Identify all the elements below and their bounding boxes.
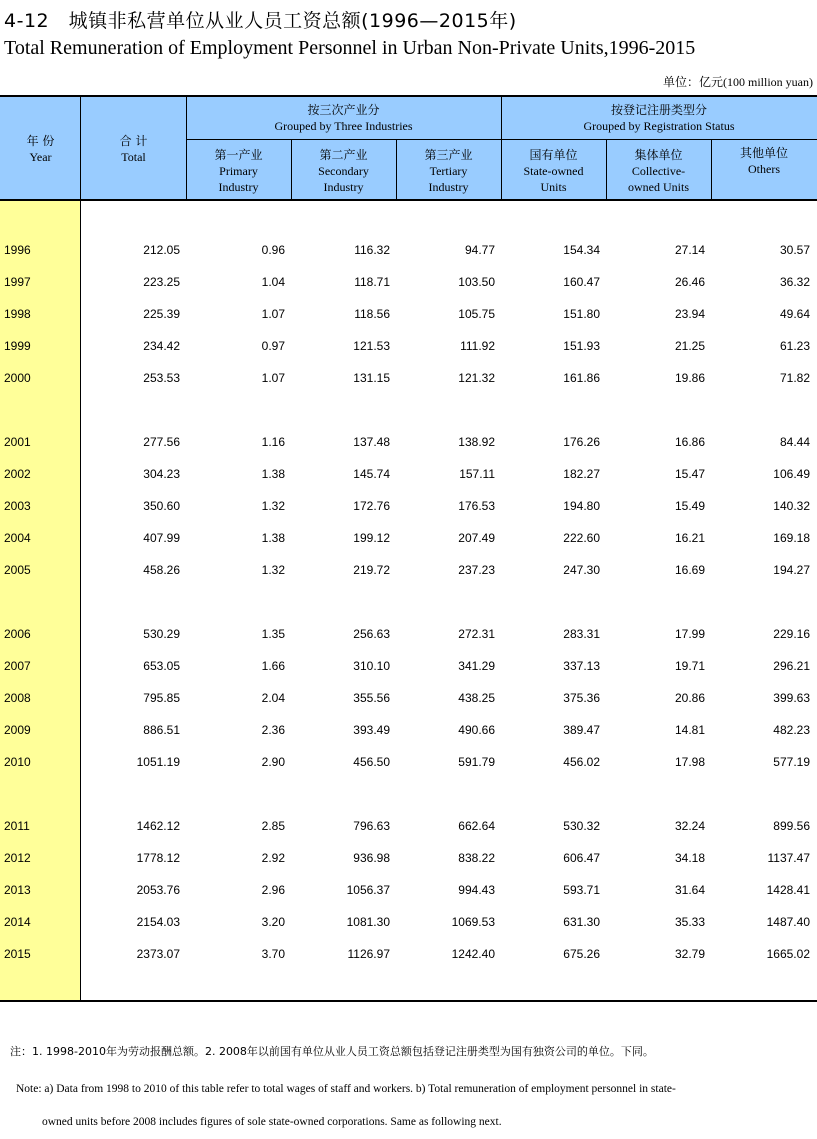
cell-total: 225.39: [143, 307, 180, 321]
cell-others: 140.32: [773, 499, 810, 513]
cell-tertiary: 591.79: [458, 755, 495, 769]
header-primary-cn: 第一产业: [214, 147, 263, 162]
cell-tertiary: 1069.53: [451, 915, 495, 929]
header-secondary: [291, 140, 396, 201]
cell-total: 407.99: [143, 531, 180, 545]
cell-primary: 1.38: [261, 467, 285, 481]
cell-state-owned: 456.02: [563, 755, 600, 769]
cell-others: 1665.02: [766, 947, 810, 961]
cell-tertiary: 157.11: [459, 467, 495, 481]
header-collective-en2: owned Units: [628, 179, 689, 194]
cell-others: 30.57: [779, 243, 810, 257]
header-divider: [711, 139, 712, 201]
cell-primary: 1.16: [261, 435, 285, 449]
cell-primary: 0.97: [261, 339, 285, 353]
cell-state-owned: 631.30: [563, 915, 600, 929]
cell-primary: 2.85: [261, 819, 285, 833]
cell-collective: 17.99: [674, 627, 705, 641]
cell-year: 1996: [4, 243, 31, 257]
cell-state-owned: 530.32: [563, 819, 600, 833]
cell-secondary: 219.72: [353, 563, 390, 577]
header-collective: [606, 140, 711, 201]
unit-label-en: (100 million yuan): [723, 75, 813, 89]
cell-state-owned: 160.47: [563, 275, 600, 289]
cell-primary: 3.20: [261, 915, 285, 929]
cell-state-owned: 375.36: [563, 691, 600, 705]
cell-secondary: 121.53: [353, 339, 390, 353]
header-primary-en2: Industry: [218, 179, 259, 194]
cell-others: 61.23: [779, 339, 810, 353]
table-row: [0, 529, 817, 547]
cell-others: 1137.47: [767, 851, 810, 865]
cell-collective: 16.86: [674, 435, 705, 449]
cell-year: 2011: [4, 819, 30, 833]
cell-others: 106.49: [773, 467, 810, 481]
cell-primary: 1.66: [261, 659, 285, 673]
cell-tertiary: 121.32: [458, 371, 495, 385]
cell-primary: 1.04: [261, 275, 285, 289]
cell-secondary: 456.50: [353, 755, 390, 769]
cell-secondary: 1056.37: [346, 883, 390, 897]
cell-state-owned: 222.60: [563, 531, 600, 545]
cell-primary: 1.07: [261, 371, 285, 385]
cell-tertiary: 138.92: [458, 435, 495, 449]
header-tertiary-en2: Industry: [428, 179, 469, 194]
cell-primary: 1.32: [261, 563, 285, 577]
cell-total: 2154.03: [136, 915, 180, 929]
cell-primary: 2.92: [261, 851, 285, 865]
cell-others: 1428.41: [766, 883, 810, 897]
unit-label-cn: 单位：亿元: [662, 75, 723, 89]
cell-collective: 15.49: [674, 499, 705, 513]
table-row: [0, 657, 817, 675]
header-others: [711, 140, 817, 201]
cell-tertiary: 176.53: [458, 499, 495, 513]
cell-collective: 35.33: [674, 915, 705, 929]
header-divider: [396, 139, 397, 201]
table-row: [0, 273, 817, 291]
cell-total: 1778.12: [136, 851, 180, 865]
cell-year: 2004: [4, 531, 31, 545]
header-secondary-en2: Industry: [323, 179, 364, 194]
cell-primary: 3.70: [261, 947, 285, 961]
header-tertiary-en1: Tertiary: [429, 163, 468, 178]
cell-primary: 2.96: [261, 883, 285, 897]
cell-others: 482.23: [773, 723, 810, 737]
header-group-registration: [501, 97, 817, 139]
cell-collective: 15.47: [674, 467, 705, 481]
cell-total: 530.29: [143, 627, 180, 641]
cell-state-owned: 675.26: [563, 947, 600, 961]
cell-state-owned: 161.86: [563, 371, 600, 385]
table-row: [0, 337, 817, 355]
cell-collective: 16.21: [674, 531, 705, 545]
cell-collective: 32.24: [674, 819, 705, 833]
cell-secondary: 199.12: [353, 531, 390, 545]
cell-secondary: 256.63: [353, 627, 390, 641]
cell-state-owned: 247.30: [563, 563, 600, 577]
cell-collective: 16.69: [674, 563, 705, 577]
header-secondary-en1: Secondary: [318, 163, 369, 178]
cell-secondary: 1126.97: [347, 947, 390, 961]
cell-collective: 19.71: [674, 659, 705, 673]
cell-secondary: 131.15: [353, 371, 390, 385]
cell-total: 350.60: [143, 499, 180, 513]
cell-collective: 26.46: [674, 275, 705, 289]
header-others-en1: Others: [748, 162, 780, 176]
cell-primary: 2.36: [261, 723, 285, 737]
cell-collective: 32.79: [674, 947, 705, 961]
header-group-industries: [186, 97, 501, 139]
cell-collective: 23.94: [674, 307, 705, 321]
header-total-cn: 合 计: [119, 134, 148, 148]
page-title-cn: 4-12 城镇非私营单位从业人员工资总额(1996—2015年): [4, 10, 517, 32]
cell-others: 899.56: [773, 819, 810, 833]
cell-state-owned: 283.31: [563, 627, 600, 641]
cell-collective: 19.86: [674, 371, 705, 385]
cell-state-owned: 176.26: [563, 435, 600, 449]
cell-state-owned: 593.71: [563, 883, 600, 897]
cell-tertiary: 94.77: [464, 243, 495, 257]
cell-others: 1487.40: [766, 915, 810, 929]
header-group-industries-cn: 按三次产业分: [307, 103, 380, 117]
header-collective-en1: Collective-: [631, 163, 686, 178]
header-divider: [186, 97, 187, 201]
cell-tertiary: 237.23: [458, 563, 495, 577]
cell-tertiary: 838.22: [458, 851, 495, 865]
cell-others: 577.19: [773, 755, 810, 769]
header-group-registration-en: Grouped by Registration Status: [583, 119, 735, 133]
header-state-owned-en2: Units: [540, 179, 567, 194]
cell-total: 2053.76: [136, 883, 180, 897]
cell-state-owned: 194.80: [563, 499, 600, 513]
note-en: [16, 1073, 796, 1139]
cell-secondary: 796.63: [353, 819, 390, 833]
note-en-line1: Note: a) Data from 1998 to 2010 of this table refer to total wages of staff and workers. b) Total remuneration of employment personnel in state-: [16, 1083, 676, 1095]
cell-tertiary: 272.31: [458, 627, 495, 641]
cell-year: 1998: [4, 307, 31, 321]
cell-state-owned: 154.34: [563, 243, 600, 257]
cell-total: 2373.07: [136, 947, 180, 961]
cell-secondary: 145.74: [353, 467, 390, 481]
cell-collective: 20.86: [674, 691, 705, 705]
cell-others: 229.16: [773, 627, 810, 641]
note-en-line2: owned units before 2008 includes figures of sole state-owned corporations. Same as following next.: [42, 1116, 502, 1128]
cell-total: 795.85: [143, 691, 180, 705]
cell-primary: 1.35: [261, 627, 285, 641]
table-row: [0, 625, 817, 643]
cell-total: 223.25: [143, 275, 180, 289]
cell-others: 296.21: [773, 659, 810, 673]
cell-total: 458.26: [143, 563, 180, 577]
cell-secondary: 355.56: [353, 691, 390, 705]
table-bottom-rule: [0, 1000, 817, 1002]
cell-total: 1051.19: [136, 755, 180, 769]
table-row: [0, 913, 817, 931]
header-tertiary: [396, 140, 501, 201]
header-primary-en1: Primary: [219, 163, 258, 178]
cell-total: 253.53: [143, 371, 180, 385]
cell-secondary: 310.10: [353, 659, 390, 673]
cell-primary: 1.38: [261, 531, 285, 545]
cell-state-owned: 389.47: [563, 723, 600, 737]
header-divider: [291, 139, 292, 201]
header-state-owned-cn: 国有单位: [529, 147, 578, 162]
table-row: [0, 465, 817, 483]
table-row: [0, 305, 817, 323]
cell-year: 2012: [4, 851, 31, 865]
cell-secondary: 172.76: [353, 499, 390, 513]
cell-year: 2007: [4, 659, 31, 673]
cell-others: 36.32: [779, 275, 810, 289]
cell-year: 1999: [4, 339, 31, 353]
cell-others: 71.82: [779, 371, 810, 385]
header-others-cn: 其他单位: [739, 146, 788, 160]
cell-tertiary: 207.49: [458, 531, 495, 545]
table-row: [0, 369, 817, 387]
cell-total: 277.56: [143, 435, 180, 449]
cell-others: 49.64: [779, 307, 810, 321]
cell-primary: 1.32: [261, 499, 285, 513]
table-row: [0, 945, 817, 963]
unit-label: [663, 73, 813, 90]
header-tertiary-cn: 第三产业: [424, 147, 473, 162]
table-row: [0, 721, 817, 739]
cell-collective: 17.98: [674, 755, 705, 769]
cell-primary: 0.96: [261, 243, 285, 257]
cell-state-owned: 337.13: [563, 659, 600, 673]
cell-secondary: 1081.30: [346, 915, 390, 929]
cell-total: 653.05: [143, 659, 180, 673]
cell-total: 304.23: [143, 467, 180, 481]
cell-year: 1997: [4, 275, 31, 289]
cell-year: 2015: [4, 947, 31, 961]
cell-state-owned: 151.80: [563, 307, 600, 321]
header-divider: [501, 97, 502, 201]
cell-tertiary: 103.50: [458, 275, 495, 289]
cell-state-owned: 606.47: [563, 851, 600, 865]
table-row: [0, 561, 817, 579]
page-title-en: Total Remuneration of Employment Personnel in Urban Non-Private Units,1996-2015: [4, 37, 696, 59]
table-row: [0, 849, 817, 867]
cell-year: 2006: [4, 627, 31, 641]
cell-year: 2013: [4, 883, 31, 897]
cell-total: 1462.12: [136, 819, 180, 833]
header-collective-cn: 集体单位: [634, 147, 683, 162]
header-year-cn: 年 份: [26, 134, 55, 148]
cell-tertiary: 994.43: [458, 883, 495, 897]
header-divider: [186, 139, 817, 140]
header-total: [81, 97, 186, 201]
header-divider: [80, 97, 81, 201]
table-row: [0, 497, 817, 515]
cell-secondary: 118.71: [354, 275, 390, 289]
cell-year: 2003: [4, 499, 31, 513]
cell-year: 2001: [4, 435, 31, 449]
cell-others: 194.27: [773, 563, 810, 577]
cell-collective: 27.14: [674, 243, 705, 257]
cell-others: 399.63: [773, 691, 810, 705]
table-header: [0, 95, 817, 201]
cell-collective: 34.18: [674, 851, 705, 865]
cell-total: 234.42: [143, 339, 180, 353]
table-row: [0, 241, 817, 259]
cell-year: 2008: [4, 691, 31, 705]
cell-state-owned: 182.27: [563, 467, 600, 481]
table-row: [0, 817, 817, 835]
cell-year: 2002: [4, 467, 31, 481]
header-primary: [186, 140, 291, 201]
cell-secondary: 936.98: [353, 851, 390, 865]
cell-tertiary: 438.25: [458, 691, 495, 705]
header-group-industries-en: Grouped by Three Industries: [274, 119, 413, 133]
cell-total: 212.05: [143, 243, 180, 257]
cell-state-owned: 151.93: [563, 339, 600, 353]
cell-year: 2009: [4, 723, 31, 737]
table-row: [0, 881, 817, 899]
cell-secondary: 118.56: [354, 307, 390, 321]
cell-collective: 14.81: [674, 723, 705, 737]
cell-primary: 2.90: [261, 755, 285, 769]
cell-others: 169.18: [773, 531, 810, 545]
cell-year: 2010: [4, 755, 31, 769]
table-row: [0, 753, 817, 771]
cell-secondary: 393.49: [353, 723, 390, 737]
cell-year: 2014: [4, 915, 31, 929]
table-row: [0, 433, 817, 451]
header-total-en: Total: [121, 150, 146, 164]
cell-primary: 1.07: [261, 307, 285, 321]
cell-collective: 31.64: [674, 883, 705, 897]
cell-total: 886.51: [143, 723, 180, 737]
cell-secondary: 137.48: [353, 435, 390, 449]
cell-tertiary: 1242.40: [451, 947, 495, 961]
cell-collective: 21.25: [674, 339, 705, 353]
cell-year: 2000: [4, 371, 31, 385]
header-state-owned: [501, 140, 606, 201]
cell-tertiary: 490.66: [458, 723, 495, 737]
cell-tertiary: 662.64: [458, 819, 495, 833]
header-year-en: Year: [29, 150, 52, 164]
cell-tertiary: 105.75: [458, 307, 495, 321]
header-state-owned-en1: State-owned: [523, 163, 584, 178]
header-group-registration-cn: 按登记注册类型分: [610, 103, 707, 117]
cell-year: 2005: [4, 563, 31, 577]
header-secondary-cn: 第二产业: [319, 147, 368, 162]
cell-secondary: 116.32: [354, 243, 390, 257]
cell-primary: 2.04: [261, 691, 285, 705]
header-divider: [606, 139, 607, 201]
cell-tertiary: 341.29: [458, 659, 495, 673]
table-row: [0, 689, 817, 707]
note-cn: 注：1. 1998-2010年为劳动报酬总额。2. 2008年以前国有单位从业人员工资总额包括登记注册类型为国有独资公司的单位。下同。: [10, 1045, 654, 1058]
cell-tertiary: 111.92: [460, 339, 495, 353]
header-year: [0, 97, 81, 201]
cell-others: 84.44: [779, 435, 810, 449]
